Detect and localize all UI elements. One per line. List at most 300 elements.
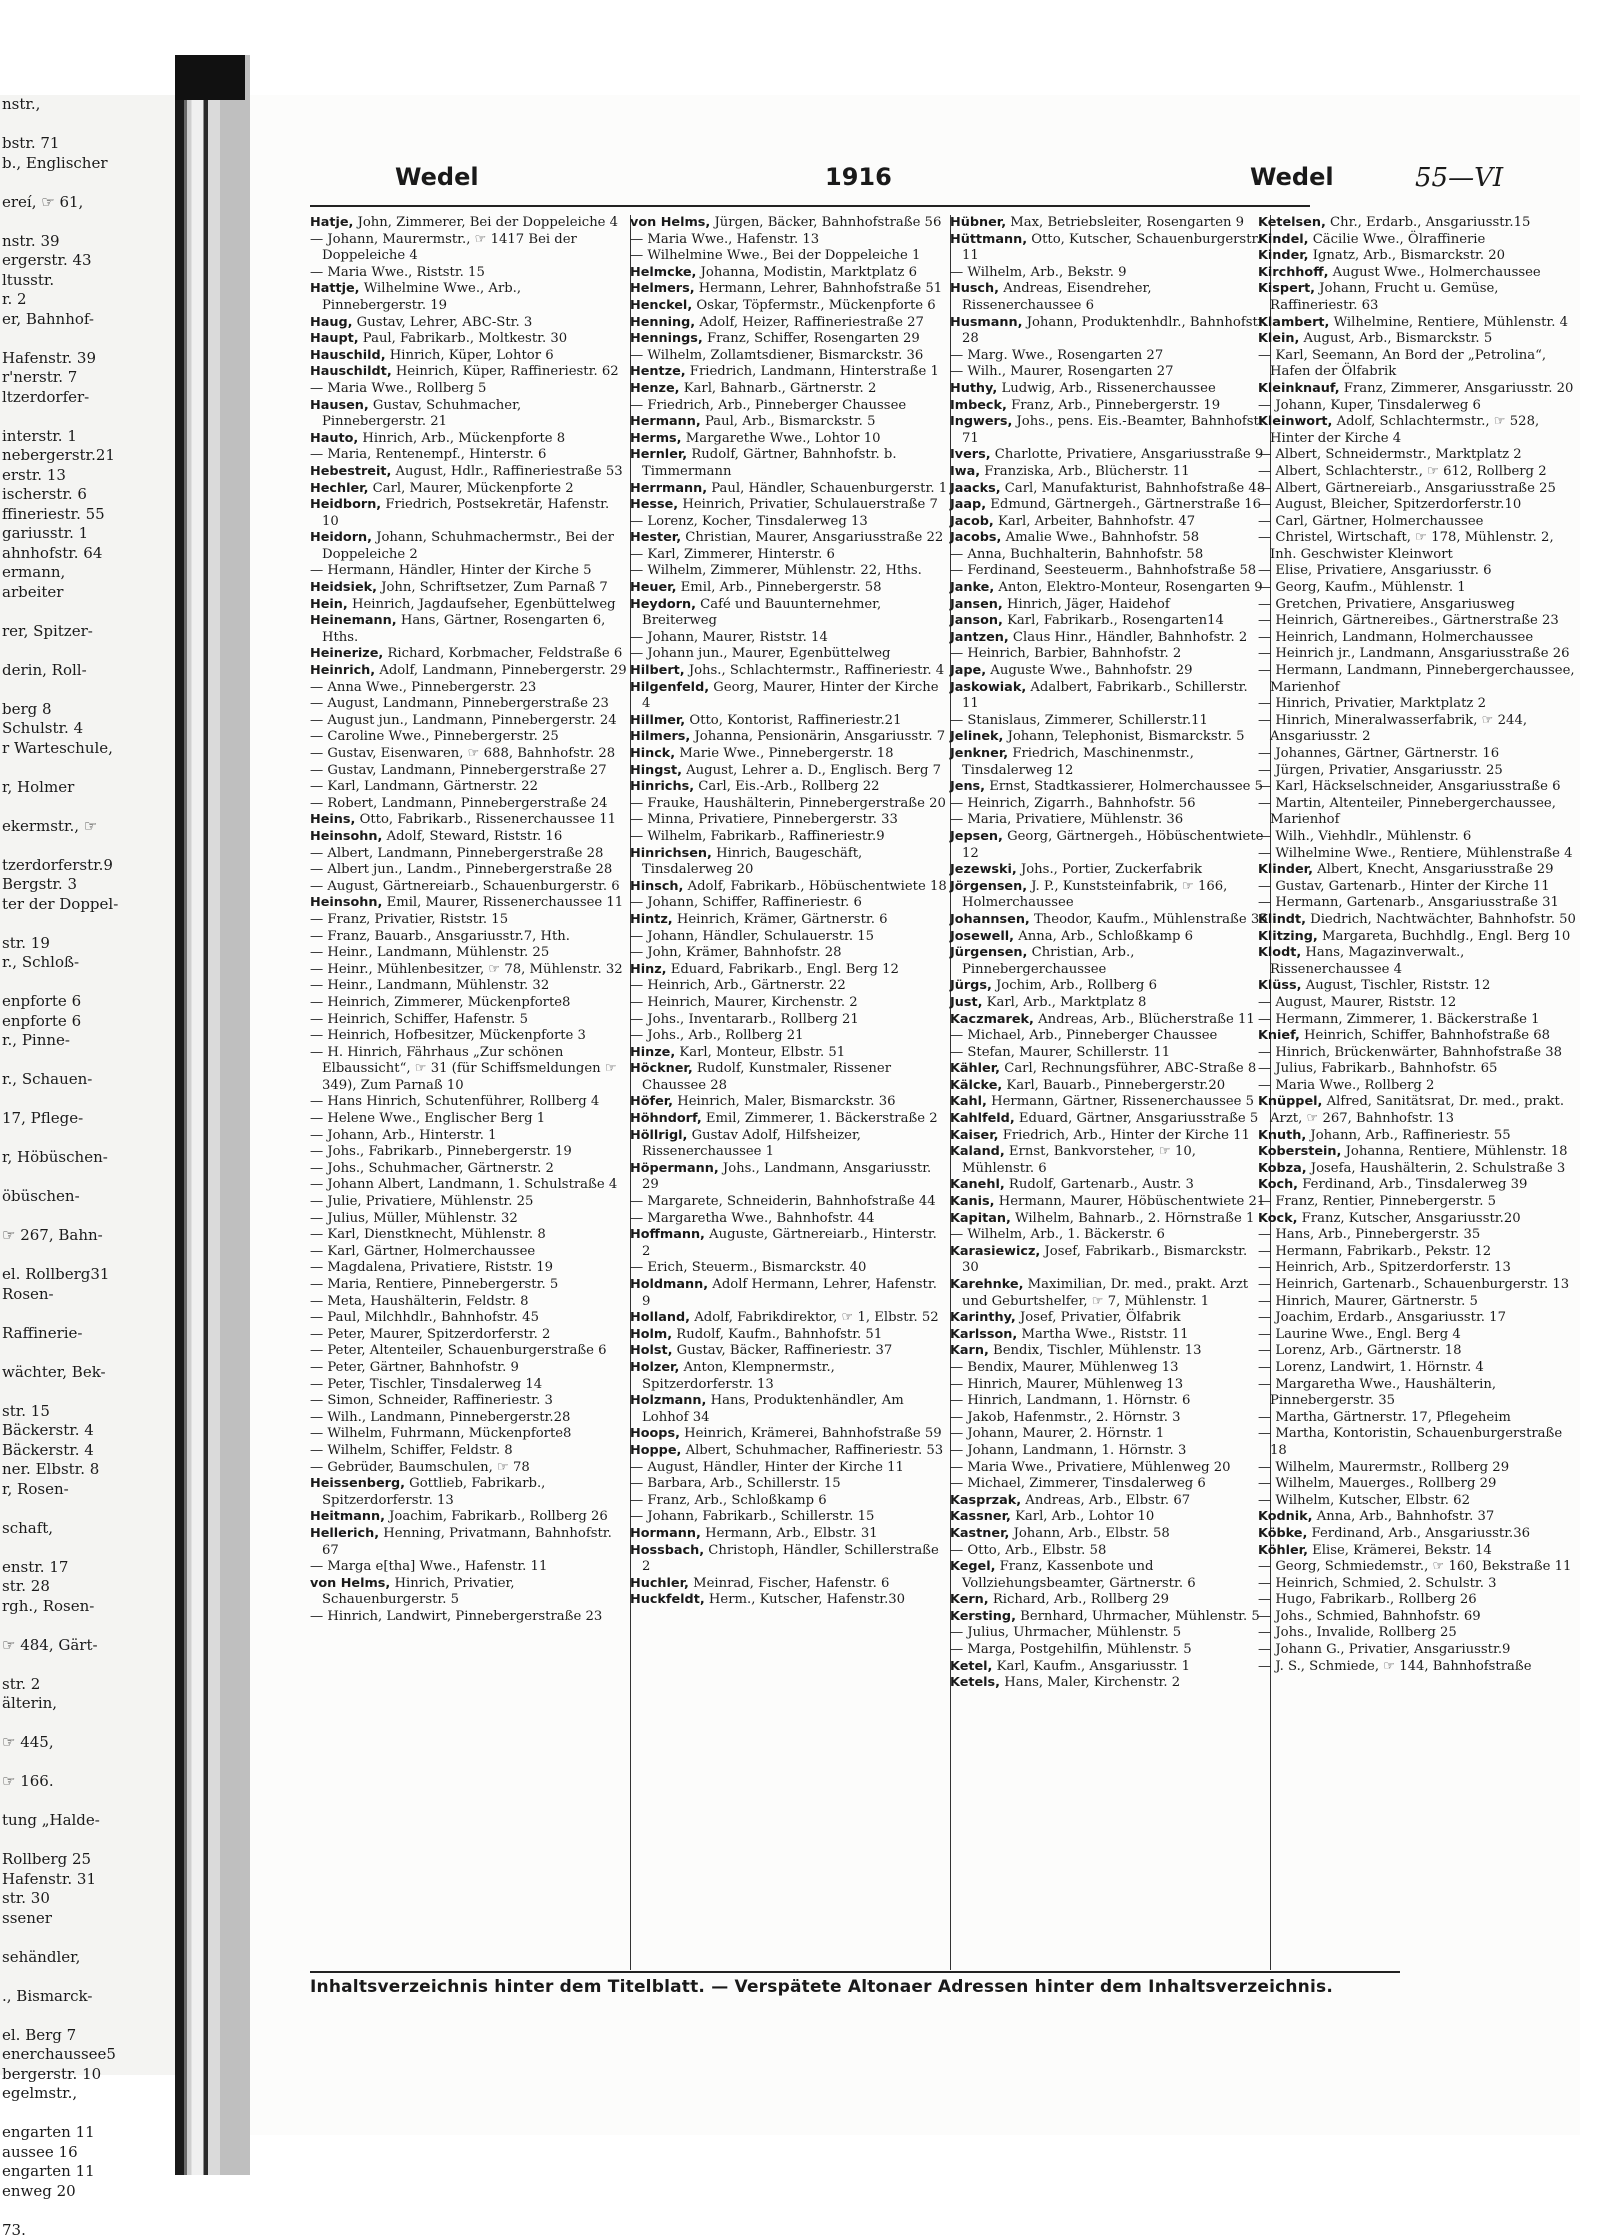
directory-entry [1258,630,1580,647]
entry-details: — Peter, Tischler, Tinsdalerweg 14 [310,1377,542,1392]
fragment-line: Bäckerstr. 4 [2,1441,200,1461]
entry-details: — Karl, Seemann, An Bord der „Petrolina“, Hafen der Ölfabrik [1258,348,1546,380]
entry-details: — Helene Wwe., Englischer Berg 1 [310,1111,545,1126]
entry-surname: Kähler, [950,1061,1000,1076]
fragment-line: engarten 11 [2,2123,200,2143]
fragment-line [2,115,200,135]
entry-details: Ferdinand, Arb., Tinsdalerweg 39 [1298,1177,1527,1192]
entry-details: Friedrich, Maschinenmstr., Tinsdalerweg 12 [962,746,1194,778]
entry-details: — Wilhelm, Fuhrmann, Mückenpforte8 [310,1426,571,1441]
directory-entry [1258,796,1580,829]
entry-details: Meinrad, Fischer, Hafenstr. 6 [689,1576,890,1591]
entry-details: — Martha, Kontoristin, Schauenburgerstraße 18 [1258,1426,1562,1458]
directory-entry [1258,1460,1580,1477]
entry-details: Heinrich, Krämerei, Bahnhofstraße 59 [680,1426,942,1441]
directory-entry [950,1277,1268,1310]
entry-details: Herm., Kutscher, Hafenstr.30 [705,1592,905,1607]
directory-entry [950,995,1268,1012]
entry-surname: Holland, [630,1310,690,1325]
directory-entry [950,1094,1268,1111]
entry-details: — Margaretha Wwe., Bahnhofstr. 44 [630,1211,874,1226]
directory-entry [630,1012,948,1029]
entry-details: Friedrich, Landmann, Hinterstraße 1 [686,364,939,379]
entry-details: — Heinrich, Hofbesitzer, Mückenpforte 3 [310,1028,586,1043]
entry-details: — Johs., Arb., Rollberg 21 [630,1028,804,1043]
fragment-line: enpforte 6 [2,992,200,1012]
entry-details: — Marg. Wwe., Rosengarten 27 [950,348,1163,363]
directory-entry [950,514,1268,531]
directory-entry [630,1509,948,1526]
entry-details: Otto, Fabrikarb., Rissenerchaussee 11 [355,812,616,827]
directory-entry [310,895,628,912]
directory-entry [310,929,628,946]
entry-details: — Lorenz, Kocher, Tinsdalerweg 13 [630,514,868,529]
entry-details: — Johann, Maurer, Riststr. 14 [630,630,828,645]
fragment-line [2,1538,200,1558]
entry-details: Otto, Kontorist, Raffineriestr.21 [685,713,901,728]
directory-entry [310,281,628,314]
fragment-line: ltusstr. [2,271,200,291]
directory-entry [630,215,948,232]
directory-entry [950,398,1268,415]
directory-entry [1258,1094,1580,1127]
entry-details: Christoph, Händler, Schillerstraße 2 [642,1543,939,1575]
entry-details: Johs., Portier, Zuckerfabrik [1017,862,1202,877]
directory-entry [310,1576,628,1609]
entry-details: — Robert, Landmann, Pinnebergerstraße 24 [310,796,608,811]
directory-entry [310,1310,628,1327]
fragment-line [2,914,200,934]
directory-entry [310,1161,628,1178]
directory-entry [950,1244,1268,1277]
entry-surname: Heinsohn, [310,895,382,910]
fragment-line [2,1382,200,1402]
directory-entry [950,779,1268,796]
entry-details: — Stefan, Maurer, Schillerstr. 11 [950,1045,1170,1060]
directory-entry [1258,447,1580,464]
directory-entry [950,1526,1268,1543]
entry-details: Carl, Manufakturist, Bahnhofstraße 48 [1001,481,1266,496]
entry-details: Elise, Krämerei, Bekstr. 14 [1308,1543,1492,1558]
entry-surname: Jenkner, [950,746,1008,761]
entry-details: Hinrich, Küper, Lohtor 6 [386,348,554,363]
directory-entry [310,746,628,763]
directory-entry [1258,1161,1580,1178]
entry-surname: Janke, [950,580,994,595]
directory-entry [630,1227,948,1260]
entry-details: Karl, Bauarb., Pinnebergerstr.20 [1002,1078,1225,1093]
entry-surname: Karlsson, [950,1327,1017,1342]
directory-entry [1258,846,1580,863]
entry-details: Georg, Maurer, Hinter der Kirche 4 [642,680,939,712]
entry-surname: Heuer, [630,580,676,595]
previous-page-fragment [0,95,200,2075]
fragment-line [2,2006,200,2026]
directory-entry [1258,597,1580,614]
entry-surname: Kassner, [950,1509,1011,1524]
entry-details: Andreas, Arb., Blücherstraße 11 [1034,1012,1255,1027]
directory-entry [1258,1509,1580,1526]
entry-surname: Imbeck, [950,398,1007,413]
header-town-left: Wedel [395,163,479,191]
fragment-line [2,1499,200,1519]
directory-entry [630,1260,948,1277]
directory-entry [1258,1012,1580,1029]
directory-entry [1258,530,1580,563]
entry-surname: Karinthy, [950,1310,1016,1325]
directory-entry [950,1028,1268,1045]
entry-details: Gustav, Bäcker, Raffineriestr. 37 [672,1343,892,1358]
entry-details: Charlotte, Privatiere, Ansgariusstraße 9 [991,447,1264,462]
entry-surname: Höpermann, [630,1161,719,1176]
directory-entry [1258,514,1580,531]
entry-details: Gottlieb, Fabrikarb., Spitzerdorferstr. 13 [322,1476,545,1508]
directory-entry [1258,746,1580,763]
entry-details: Carl, Rechnungsführer, ABC-Straße 8 [1000,1061,1256,1076]
entry-details: J. P., Kunststeinfabrik, ☞ 166, Holmerchaussee [962,879,1227,911]
entry-details: — Karl, Zimmerer, Hinterstr. 6 [630,547,835,562]
directory-entry [1258,464,1580,481]
entry-details: — Gustav, Eisenwaren, ☞ 688, Bahnhofstr. 28 [310,746,615,761]
fragment-line: str. 15 [2,1402,200,1422]
entry-details: Emil, Arb., Pinnebergerstr. 58 [676,580,881,595]
entry-surname: Jaap, [950,497,986,512]
directory-entry [630,1128,948,1161]
directory-entry [950,978,1268,995]
entry-details: — Wilh., Maurer, Rosengarten 27 [950,364,1174,379]
entry-details: — Albert, Gärtnereiarb., Ansgariusstraße 25 [1258,481,1556,496]
book-gutter [175,55,250,2175]
directory-entry [950,364,1268,381]
entry-details: — Peter, Gärtner, Bahnhofstr. 9 [310,1360,519,1375]
directory-entry [630,398,948,415]
entry-details: — John, Krämer, Bahnhofstr. 28 [630,945,841,960]
directory-entry [950,713,1268,730]
directory-entry [630,763,948,780]
entry-details: Diedrich, Nachtwächter, Bahnhofstr. 50 [1306,912,1576,927]
directory-entry [630,630,948,647]
directory-entry [1258,1476,1580,1493]
directory-page [250,95,1580,2135]
fragment-line: el. Rollberg31 [2,1265,200,1285]
entry-surname: Ketelsen, [1258,215,1326,230]
entry-details: Auguste Wwe., Bahnhofstr. 29 [986,663,1192,678]
directory-entry [950,414,1268,447]
directory-entry [310,1509,628,1526]
entry-details: — Wilhelm, Zimmerer, Mühlenstr. 22, Hths. [630,563,922,578]
entry-details: Eduard, Fabrikarb., Engl. Berg 12 [667,962,899,977]
column-1 [310,215,628,1970]
entry-details: — Hermann, Gartenarb., Ansgariusstraße 31 [1258,895,1559,910]
entry-details: Adolf Hermann, Lehrer, Hafenstr. 9 [642,1277,937,1309]
column-4 [1258,215,1580,1970]
fragment-line: arbeiter [2,583,200,603]
entry-surname: Hormann, [630,1526,701,1541]
directory-entry [1258,929,1580,946]
entry-details: — Margaretha Wwe., Haushälterin, Pinnebergerstr. 35 [1258,1377,1496,1409]
directory-entry [630,1476,948,1493]
directory-entry [1258,1493,1580,1510]
directory-entry [630,796,948,813]
entry-details: Chr., Erdarb., Ansgariusstr.15 [1326,215,1531,230]
fragment-line [2,329,200,349]
directory-entry [950,945,1268,978]
directory-entry [310,597,628,614]
directory-entry [950,680,1268,713]
fragment-line: r., Pinne- [2,1031,200,1051]
entry-details: Hinrich, Jäger, Haidehof [1003,597,1170,612]
fragment-line: bergerstr. 10 [2,2065,200,2085]
entry-details: Adolf, Landmann, Pinnebergerstr. 29 [375,663,626,678]
entry-details: — Hinrich, Maurer, Gärtnerstr. 5 [1258,1294,1478,1309]
fragment-line: ischerstr. 6 [2,485,200,505]
entry-surname: Kindel, [1258,232,1309,247]
directory-entry [950,1211,1268,1228]
fragment-line: Bäckerstr. 4 [2,1421,200,1441]
fragment-line [2,2104,200,2124]
entry-details: Richard, Korbmacher, Feldstraße 6 [383,646,622,661]
directory-entry [630,563,948,580]
directory-entry [1258,879,1580,896]
directory-entry [1258,995,1580,1012]
entry-details: — Wilhelm, Schiffer, Feldstr. 8 [310,1443,513,1458]
entry-details: — Albert, Schneidermstr., Marktplatz 2 [1258,447,1522,462]
entry-surname: Hauschildt, [310,364,392,379]
entry-details: — Marga, Postgehilfin, Mühlenstr. 5 [950,1642,1192,1657]
directory-entry [630,746,948,763]
entry-surname: Hechler, [310,481,368,496]
entry-details: Andreas, Eisendreher, Rissenerchaussee 6 [962,281,1152,313]
directory-entry [1258,1177,1580,1194]
entry-details: — Hinrich, Brückenwärter, Bahnhofstraße 38 [1258,1045,1562,1060]
fragment-line: r. 2 [2,290,200,310]
fragment-line: enpforte 6 [2,1012,200,1032]
directory-entry [950,646,1268,663]
entry-surname: Hinz, [630,962,667,977]
directory-entry [950,613,1268,630]
fragment-line: egelmstr., [2,2084,200,2104]
directory-entry [630,1460,948,1477]
entry-surname: Kleinwort, [1258,414,1332,429]
entry-details: Hermann, Maurer, Höbüschentwiete 21 [995,1194,1266,1209]
directory-entry [950,746,1268,779]
entry-details: — Hermann, Zimmerer, 1. Bäckerstraße 1 [1258,1012,1540,1027]
entry-details: Johs., pens. Eis.-Beamter, Bahnhofstr. 71 [962,414,1268,446]
directory-entry [1258,1642,1580,1659]
entry-surname: Haupt, [310,331,359,346]
directory-entry [950,1543,1268,1560]
directory-entry [630,248,948,265]
directory-entry [950,1327,1268,1344]
entry-details: Hermann, Arb., Elbstr. 31 [701,1526,878,1541]
fragment-line [2,1714,200,1734]
fragment-line: Schulstr. 4 [2,719,200,739]
directory-entry [310,1094,628,1111]
directory-entry [630,1161,948,1194]
directory-entry [630,364,948,381]
entry-surname: Heinemann, [310,613,397,628]
entry-surname: Höckner, [630,1061,693,1076]
entry-surname: Hermann, [630,414,701,429]
entry-details: Karl, Arb., Marktplatz 8 [982,995,1146,1010]
entry-surname: Hester, [630,530,681,545]
directory-entry [1258,1543,1580,1560]
fragment-line: ahnhofstr. 64 [2,544,200,564]
directory-entry [950,563,1268,580]
entry-details: — Johann, Maurer, 2. Hörnstr. 1 [950,1426,1164,1441]
directory-entry [310,1194,628,1211]
entry-surname: Kaland, [950,1144,1005,1159]
directory-entry [950,1675,1268,1692]
fragment-line [2,1168,200,1188]
directory-entry [310,945,628,962]
directory-entry [1258,696,1580,713]
directory-entry [950,1659,1268,1676]
directory-entry [310,398,628,431]
directory-entry [1258,663,1580,696]
fragment-line: enweg 20 [2,2182,200,2202]
entry-surname: Huckfeldt, [630,1592,705,1607]
directory-entry [630,663,948,680]
directory-entry [1258,315,1580,332]
entry-details: — Martin, Altenteiler, Pinnebergerchaussee, Marienhof [1258,796,1556,828]
entry-details: — Johs., Fabrikarb., Pinnebergerstr. 19 [310,1144,572,1159]
directory-entry [950,862,1268,879]
directory-entry [1258,1609,1580,1626]
directory-entry [630,1393,948,1426]
directory-entry [630,1028,948,1045]
entry-details: — August jun., Landmann, Pinnebergerstr. 24 [310,713,617,728]
directory-entry [630,1277,948,1310]
page-number: 55—VI [1415,163,1503,193]
directory-entry [310,1360,628,1377]
directory-entry [950,796,1268,813]
entry-details: — Wilhelm, Arb., 1. Bäckerstr. 6 [950,1227,1165,1242]
fragment-line [2,797,200,817]
directory-entry [1258,1211,1580,1228]
directory-entry [630,547,948,564]
directory-entry [630,945,948,962]
fragment-line: gariusstr. 1 [2,524,200,544]
directory-entry [1258,398,1580,415]
directory-entry [630,580,948,597]
entry-details: — Johs., Inventararb., Rollberg 21 [630,1012,859,1027]
directory-entry [950,1625,1268,1642]
directory-entry [630,497,948,514]
entry-details: — Otto, Arb., Elbstr. 58 [950,1543,1106,1558]
directory-entry [950,481,1268,498]
entry-surname: Kobza, [1258,1161,1307,1176]
directory-entry [630,962,948,979]
entry-details: Ernst, Bankvorsteher, ☞ 10, Mühlenstr. 6 [962,1144,1196,1176]
entry-surname: Jaacks, [950,481,1001,496]
directory-entry [950,447,1268,464]
entry-details: Adalbert, Fabrikarb., Schillerstr. 11 [962,680,1248,712]
entry-details: Johanna, Rentiere, Mühlenstr. 18 [1341,1144,1567,1159]
entry-surname: Holm, [630,1327,672,1342]
fragment-line: Bergstr. 3 [2,875,200,895]
directory-entry [1258,1194,1580,1211]
entry-details: Paul, Händler, Schauenburgerstr. 1 [707,481,947,496]
directory-entry [950,663,1268,680]
fragment-line: ssener [2,1909,200,1929]
directory-entry [950,464,1268,481]
fragment-line: ter der Doppel- [2,895,200,915]
directory-entry [950,1111,1268,1128]
entry-details: Franz, Kutscher, Ansgariusstr.20 [1297,1211,1520,1226]
directory-entry [950,1559,1268,1592]
fragment-line: derin, Roll- [2,661,200,681]
entry-details: — Johs., Schmied, Bahnhofstr. 69 [1258,1609,1481,1624]
entry-details: — Peter, Maurer, Spitzerdorferstr. 2 [310,1327,550,1342]
fragment-line [2,1831,200,1851]
entry-details: — Heinr., Landmann, Mühlenstr. 32 [310,978,549,993]
entry-details: — Maria Wwe., Hafenstr. 13 [630,232,819,247]
directory-entry [1258,1260,1580,1277]
entry-details: — Wilhelm, Arb., Bekstr. 9 [950,265,1127,280]
directory-entry [310,215,628,232]
entry-details: Bendix, Tischler, Mühlenstr. 13 [989,1343,1202,1358]
fragment-line: erstr. 13 [2,466,200,486]
directory-entry [310,1476,628,1509]
directory-entry [630,447,948,480]
directory-entry [310,1559,628,1576]
entry-surname: Jezewski, [950,862,1017,877]
fragment-line: schaft, [2,1519,200,1539]
fragment-line: ☞ 445, [2,1733,200,1753]
directory-entry [310,680,628,697]
entry-details: Carl, Maurer, Mückenpforte 2 [368,481,573,496]
entry-details: — Wilhelm, Mauerges., Rollberg 29 [1258,1476,1496,1491]
entry-details: John, Schriftsetzer, Zum Parnaß 7 [377,580,608,595]
directory-entry [310,713,628,730]
entry-details: Josefa, Haushälterin, 2. Schulstraße 3 [1307,1161,1566,1176]
entry-surname: Heinsohn, [310,829,382,844]
entry-details: — Maria Wwe., Privatiere, Mühlenweg 20 [950,1460,1231,1475]
directory-entry [950,1410,1268,1427]
entry-details: — Albert, Landmann, Pinnebergerstraße 28 [310,846,603,861]
entry-details: — Hinrich, Landwirt, Pinnebergerstraße 23 [310,1609,602,1624]
entry-details: — Julius, Uhrmacher, Mühlenstr. 5 [950,1625,1181,1640]
directory-entry [630,1343,948,1360]
fragment-line [2,1051,200,1071]
fragment-line: ☞ 484, Gärt- [2,1636,200,1656]
directory-entry [310,348,628,365]
directory-entry [310,464,628,481]
entry-details: Friedrich, Arb., Hinter der Kirche 11 [999,1128,1250,1143]
entry-details: — Julie, Privatiere, Mühlenstr. 25 [310,1194,533,1209]
entry-surname: Klitzing, [1258,929,1318,944]
entry-details: Hermann, Gärtner, Rissenerchaussee 5 [987,1094,1254,1109]
entry-details: Gustav, Schuhmacher, Pinnebergerstr. 21 [322,398,521,430]
entry-details: Bernhard, Uhrmacher, Mühlenstr. 5 [1016,1609,1260,1624]
entry-surname: Hoffmann, [630,1227,705,1242]
entry-details: Adolf, Fabrikdirektor, ☞ 1, Elbstr. 52 [690,1310,939,1325]
directory-entry [310,1277,628,1294]
fragment-line: ermann, [2,563,200,583]
entry-details: — Hans, Arb., Pinnebergerstr. 35 [1258,1227,1480,1242]
directory-entry [950,729,1268,746]
entry-surname: Kispert, [1258,281,1315,296]
entry-details: — Gustav, Landmann, Pinnebergerstraße 27 [310,763,607,778]
fragment-line: bstr. 71 [2,134,200,154]
entry-details: Franz, Zimmerer, Ansgariusstr. 20 [1340,381,1574,396]
entry-surname: Jepsen, [950,829,1003,844]
entry-details: Adolf, Fabrikarb., Höbüschentwiete 18 [683,879,946,894]
entry-details: Karl, Kaufm., Ansgariusstr. 1 [992,1659,1190,1674]
directory-entry [1258,1061,1580,1078]
entry-details: — August, Gärtnereiarb., Schauenburgerstr. 6 [310,879,620,894]
